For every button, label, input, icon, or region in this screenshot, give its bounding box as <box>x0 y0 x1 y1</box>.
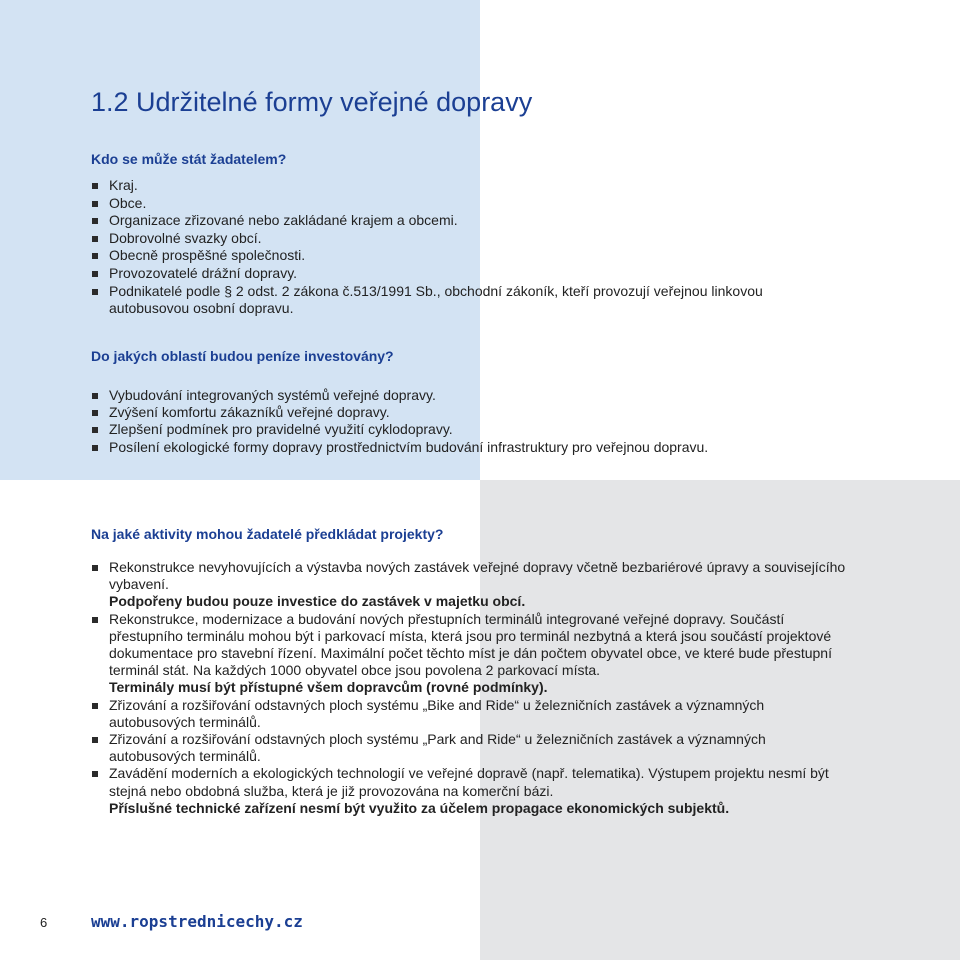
list-item: Obecně prospěšné společnosti. <box>91 247 811 265</box>
investment-areas-list <box>91 387 851 456</box>
section-heading-applicants: Kdo se může stát žadatelem? <box>91 151 287 167</box>
list-item: Zlepšení podmínek pro pravidelné využití cyklodopravy. <box>91 421 851 438</box>
list-item: Organizace zřizované nebo zakládané krajem a obcemi. <box>91 212 811 230</box>
list-item <box>91 731 851 765</box>
list-item <box>91 765 851 817</box>
list-item: Kraj. <box>91 177 811 195</box>
list-item: Dobrovolné svazky obcí. <box>91 230 811 248</box>
list-item: Posílení ekologické formy dopravy prostřednictvím budování infrastruktury pro veřejnou dopravu. <box>91 439 851 456</box>
list-item <box>91 697 851 731</box>
project-activities-list <box>91 559 851 817</box>
list-item <box>91 611 851 697</box>
item-bold-note: Podpořeny budou pouze investice do zastávek v majetku obcí. <box>109 593 526 610</box>
list-item: Zvýšení komfortu zákazníků veřejné dopravy. <box>91 404 851 421</box>
applicants-list <box>91 177 811 318</box>
item-text: Zřizování a rozšiřování odstavných ploch systému „Bike and Ride“ u železničních zastávek a významných autobusových terminálů. <box>109 696 765 730</box>
item-text: Rekonstrukce, modernizace a budování nových přestupních terminálů integrované veřejné dopravy. Součástí přestupního terminálu mohou být i parkovací místa, která jsou pro terminál nezbytná a která jsou součástí projektové dokumentace pro stavební řízení. Maximální počet těchto míst je dán počtem obyvatel obce, ve které bude přestupní terminál stát. Na každých 1000 obyvatel obce jsou povolena 2 parkovací místa. <box>109 610 832 679</box>
item-bold-note: Terminály musí být přístupné všem dopravcům (rovné podmínky). <box>109 679 548 696</box>
page-number: 6 <box>40 915 48 930</box>
list-item: Provozovatelé drážní dopravy. <box>91 265 811 283</box>
website-link[interactable]: www.ropstrednicechy.cz <box>91 912 303 931</box>
list-item: Podnikatelé podle § 2 odst. 2 zákona č.513/1991 Sb., obchodní zákoník, kteří provozují veřejnou linkovou autobusovou osobní dopravu. <box>91 283 811 318</box>
page-title: 1.2 Udržitelné formy veřejné dopravy <box>91 87 533 117</box>
item-text: Zřizování a rozšiřování odstavných ploch systému „Park and Ride“ u železničních zastávek a významných autobusových terminálů. <box>109 731 766 765</box>
item-text: Rekonstrukce nevyhovujících a výstavba nových zastávek veřejné dopravy včetně bezbariérové úpravy a souvisejícího vybavení. <box>109 559 846 593</box>
item-bold-note: Příslušné technické zařízení nesmí být využito za účelem propagace ekonomických subjektů. <box>109 799 730 816</box>
section-heading-project-activities: Na jaké aktivity mohou žadatelé předkládat projekty? <box>91 526 444 542</box>
section-heading-investment-areas: Do jakých oblastí budou peníze investovány? <box>91 348 394 364</box>
list-item: Obce. <box>91 195 811 213</box>
list-item <box>91 559 851 611</box>
list-item: Vybudování integrovaných systémů veřejné dopravy. <box>91 387 851 404</box>
item-text: Zavádění moderních a ekologických technologií ve veřejné dopravě (např. telematika). Výstupem projektu nesmí být stejná nebo obdobná služba, která je již provozována na komerční bázi. <box>109 765 829 799</box>
